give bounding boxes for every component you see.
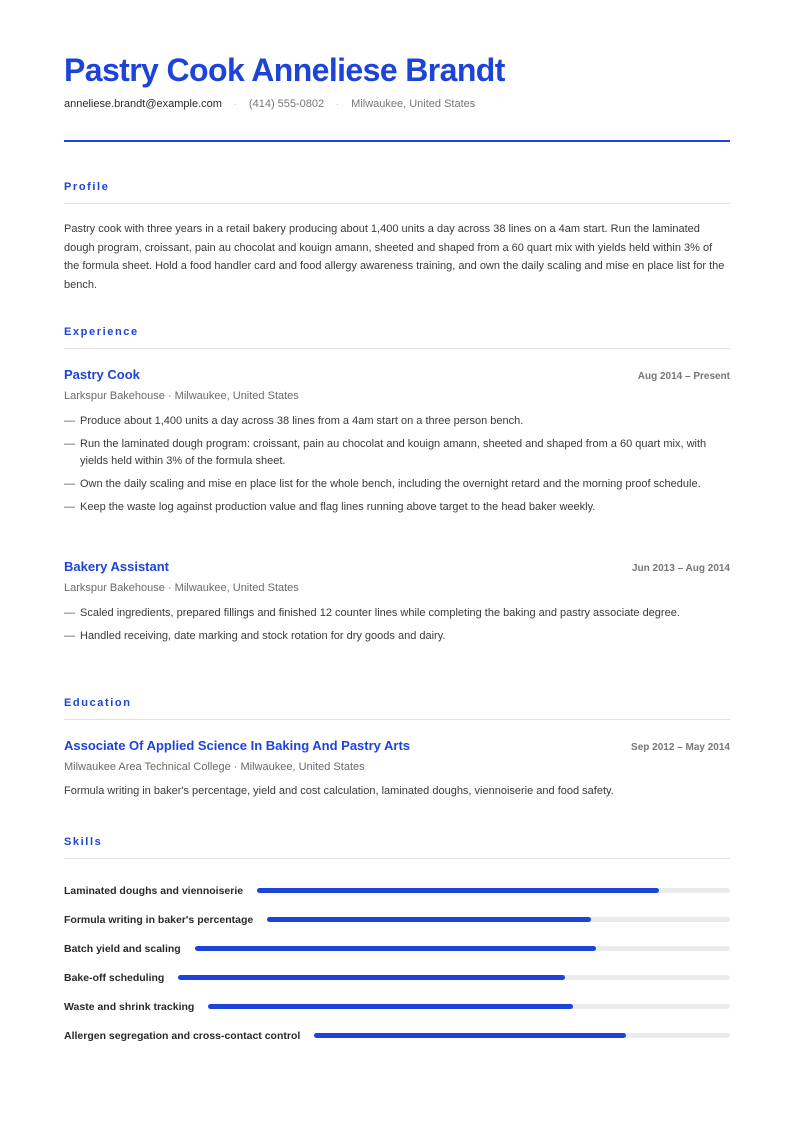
skill-name: Batch yield and scaling	[64, 942, 181, 955]
skill-bar-track	[314, 1033, 730, 1038]
skill-name: Formula writing in baker's percentage	[64, 913, 254, 926]
bullet-item	[64, 499, 730, 516]
job-dates: Jun 2013 – Aug 2014	[631, 563, 730, 574]
skill-row	[64, 992, 730, 1021]
job-title: Pastry Cook	[64, 367, 140, 382]
skill-row	[64, 1021, 730, 1050]
bullet-text: Scaled ingredients, prepared fillings and finished 12 counter lines while completing the baking and pastry associate degree.	[80, 607, 680, 619]
skill-bar-track	[178, 975, 730, 980]
dash-icon: —	[64, 501, 75, 513]
skill-bar-fill	[267, 917, 591, 922]
section-title-profile: Profile	[64, 181, 110, 193]
bullet-text: Own the daily scaling and mise en place list for the whole bench, including the overnight retard and the morning proof schedule.	[80, 478, 701, 490]
skill-row	[64, 934, 730, 963]
section-title-education: Education	[64, 697, 132, 709]
bullet-text: Produce about 1,400 units a day across 38 lines from a 4am start on a three person bench.	[80, 415, 524, 427]
experience-entry	[64, 366, 730, 522]
skill-bar-fill	[195, 946, 596, 951]
section-divider	[64, 348, 730, 349]
skill-bar-fill	[178, 975, 564, 980]
contact-phone: (414) 555-0802	[248, 98, 325, 110]
section-divider	[64, 858, 730, 859]
bullet-item	[64, 413, 730, 430]
contact-separator: ·	[233, 99, 237, 109]
contact-separator: ·	[336, 99, 340, 109]
section-divider	[64, 203, 730, 204]
skill-bar-fill	[314, 1033, 626, 1038]
job-bullets	[64, 605, 730, 645]
skill-bar-track	[267, 917, 730, 922]
entry-header	[64, 366, 730, 384]
section-title-skills: Skills	[64, 836, 103, 848]
skill-bar-track	[208, 1004, 730, 1009]
education-dates: Sep 2012 – May 2014	[631, 742, 730, 753]
dash-icon: —	[64, 607, 75, 619]
skill-name: Bake-off scheduling	[64, 971, 165, 984]
skill-name: Waste and shrink tracking	[64, 1000, 195, 1013]
education-entry	[64, 737, 730, 800]
skill-bar-fill	[208, 1004, 573, 1009]
bullet-item	[64, 436, 730, 470]
job-dates: Aug 2014 – Present	[637, 371, 730, 382]
bullet-item	[64, 605, 730, 622]
job-organization: Larkspur Bakehouse · Milwaukee, United States	[64, 582, 299, 594]
skills-list	[64, 876, 730, 1050]
education-description: Formula writing in baker's percentage, yield and cost calculation, laminated doughs, viennoiserie and food safety.	[64, 785, 614, 797]
job-bullets	[64, 413, 730, 516]
degree-title: Associate Of Applied Science In Baking And Pastry Arts	[64, 738, 411, 753]
contact-location: Milwaukee, United States	[351, 98, 476, 110]
experience-entry	[64, 558, 730, 651]
contact-line	[64, 97, 475, 111]
dash-icon: —	[64, 438, 75, 450]
skill-row	[64, 963, 730, 992]
job-organization: Larkspur Bakehouse · Milwaukee, United States	[64, 390, 299, 402]
section-divider	[64, 719, 730, 720]
bullet-text: Run the laminated dough program: croissant, pain au chocolat and kouign amann, sheeted and shaped from a 60 quart mix, with yields held within 3% of the formula sheet.	[80, 438, 707, 467]
skill-row	[64, 905, 730, 934]
skill-name: Allergen segregation and cross-contact control	[64, 1029, 301, 1042]
candidate-name: Pastry Cook Anneliese Brandt	[64, 52, 505, 88]
dash-icon: —	[64, 630, 75, 642]
entry-header	[64, 558, 730, 576]
skill-bar-fill	[257, 888, 659, 893]
bullet-text: Keep the waste log against production value and flag lines running above target to the head baker weekly.	[80, 501, 596, 513]
bullet-text: Handled receiving, date marking and stock rotation for dry goods and dairy.	[80, 630, 446, 642]
entry-header	[64, 737, 730, 755]
header-divider	[64, 140, 730, 142]
school-name: Milwaukee Area Technical College · Milwaukee, United States	[64, 761, 365, 773]
profile-summary: Pastry cook with three years in a retail bakery producing about 1,400 units a day across 38 lines on a 4am start. Run the laminated dough program, croissant, pain au chocolat and kouign amann, sheeted and shaped from a 60 quart mix with yields held within 3% of the formula sheet. Hold a food handler card and food allergy awareness training, and own the daily scaling and mise en place list for the bench.	[64, 223, 725, 291]
bullet-item	[64, 476, 730, 493]
dash-icon: —	[64, 415, 75, 427]
section-title-experience: Experience	[64, 326, 139, 338]
bullet-item	[64, 628, 730, 645]
dash-icon: —	[64, 478, 75, 490]
job-title: Bakery Assistant	[64, 559, 170, 574]
skill-name: Laminated doughs and viennoiserie	[64, 884, 244, 897]
skill-bar-track	[195, 946, 730, 951]
skill-row	[64, 876, 730, 905]
skill-bar-track	[257, 888, 730, 893]
contact-email: anneliese.brandt@example.com	[64, 98, 222, 110]
